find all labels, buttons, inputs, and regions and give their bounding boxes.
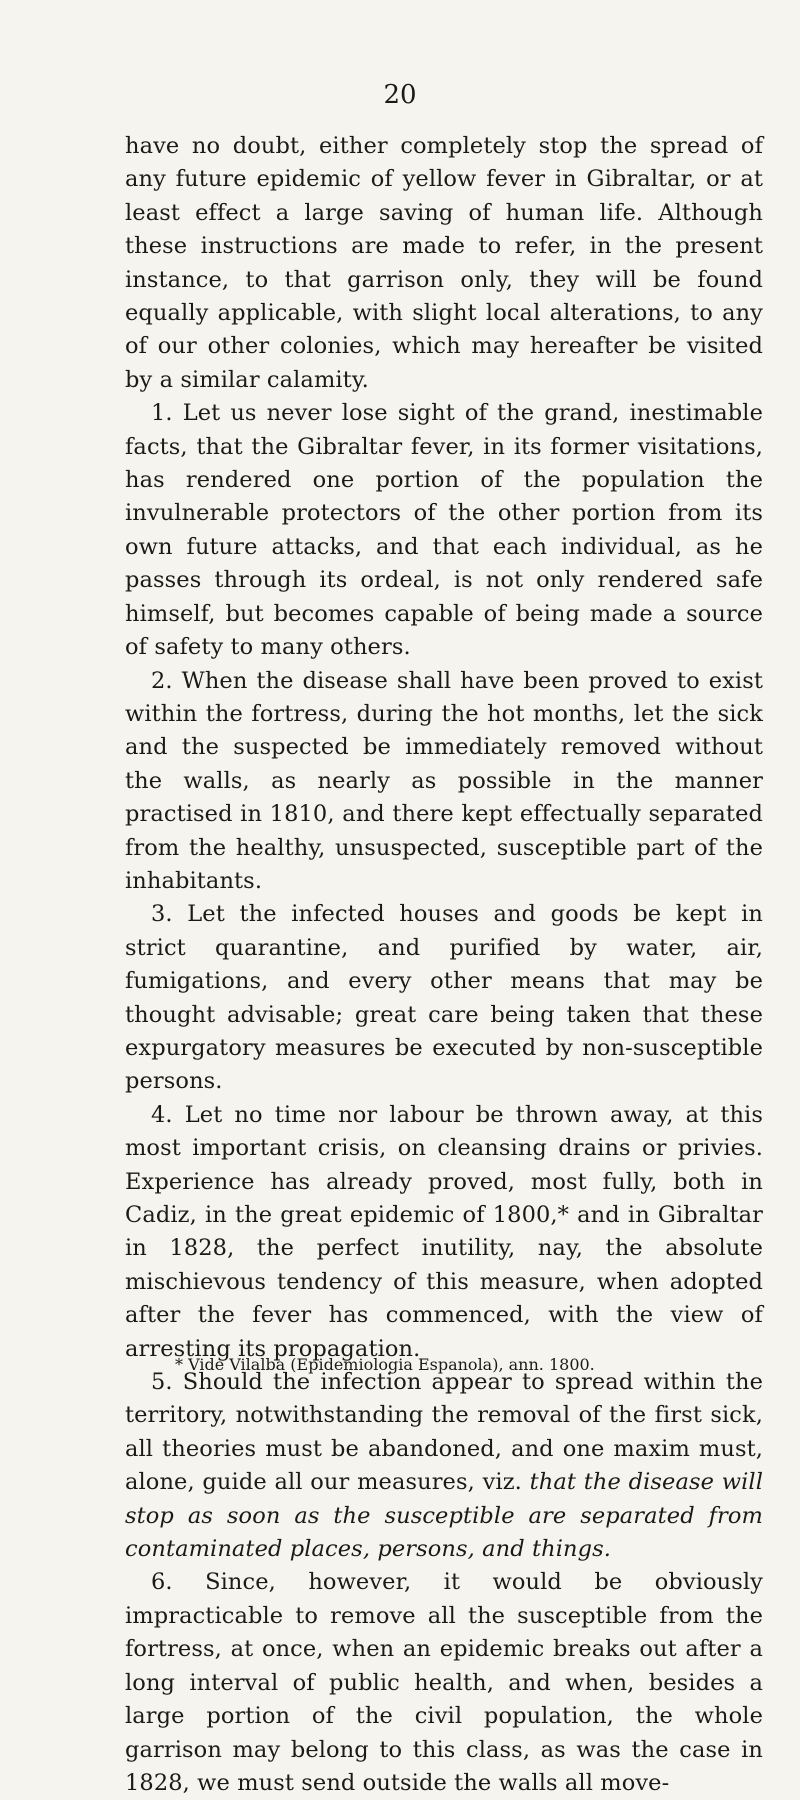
page-number: 20 [383, 80, 417, 110]
paragraph-3: 3. Let the infected houses and goods be kept in strict quarantine, and purified by water, air, fumigations, and every other means that may be thought advisable; great care being taken that these expurgatory measures be executed by non-susceptible persons. [125, 901, 763, 1095]
paragraph-6: 6. Since, however, it would be obviously impracticable to remove all the susceptible from the fortress, at once, when an epidemic breaks out after a long interval of public health, and when, besides a large portion of the civil population, the whole garrison may belong to this class, as was the case in 1828, we must send outside the walls all move- [125, 1569, 763, 1796]
paragraph-5 [125, 1366, 763, 1566]
body-text [125, 130, 763, 1800]
footnote: * Vide Vilalba (Epidemiologia Espanola), ann. 1800. [175, 1355, 595, 1374]
paragraph-intro: have no doubt, either completely stop the spread of any future epidemic of yellow fever in Gibraltar, or at least effect a large saving of human life. Although these instructions are made to refer, in the present instance, to that garrison only, they will be found equally applicable, with slight local alterations, to any of our other colonies, which may hereafter be visited by a similar calamity. [125, 133, 763, 393]
paragraph-2: 2. When the disease shall have been proved to exist within the fortress, during the hot months, let the sick and the suspected be immediately removed without the walls, as nearly as possible in the manner practised in 1810, and there kept effectually separated from the healthy, unsuspected, susceptible part of the inhabitants. [125, 667, 763, 894]
paragraph-4: 4. Let no time nor labour be thrown away, at this most important crisis, on cleansing drains or privies. Experience has already proved, most fully, both in Cadiz, in the great epidemic of 1800,* and in Gibraltar in 1828, the perfect inutility, nay, the absolute mischievous tendency of this measure, when adopted after the fever has commenced, with the view of arresting its propagation. [125, 1101, 763, 1362]
paragraph-5-text: 5. Should the infection appear to spread within the territory, notwithstanding the removal of the first sick, all theories must be abandoned, and one maxim must, alone, guide all our measures, viz. [125, 1369, 763, 1496]
paragraph-5-maxim: that the disease will stop as soon as the susceptible are separated from contaminated places, persons, and things. [125, 1469, 763, 1563]
paragraph-1: 1. Let us never lose sight of the grand, inestimable facts, that the Gibraltar fever, in its former visitations, has rendered one portion of the population the invulnerable protectors of the other portion from its own future attacks, and that each individual, as he passes through its ordeal, is not only rendered safe himself, but becomes capable of being made a source of safety to many others. [125, 400, 763, 661]
